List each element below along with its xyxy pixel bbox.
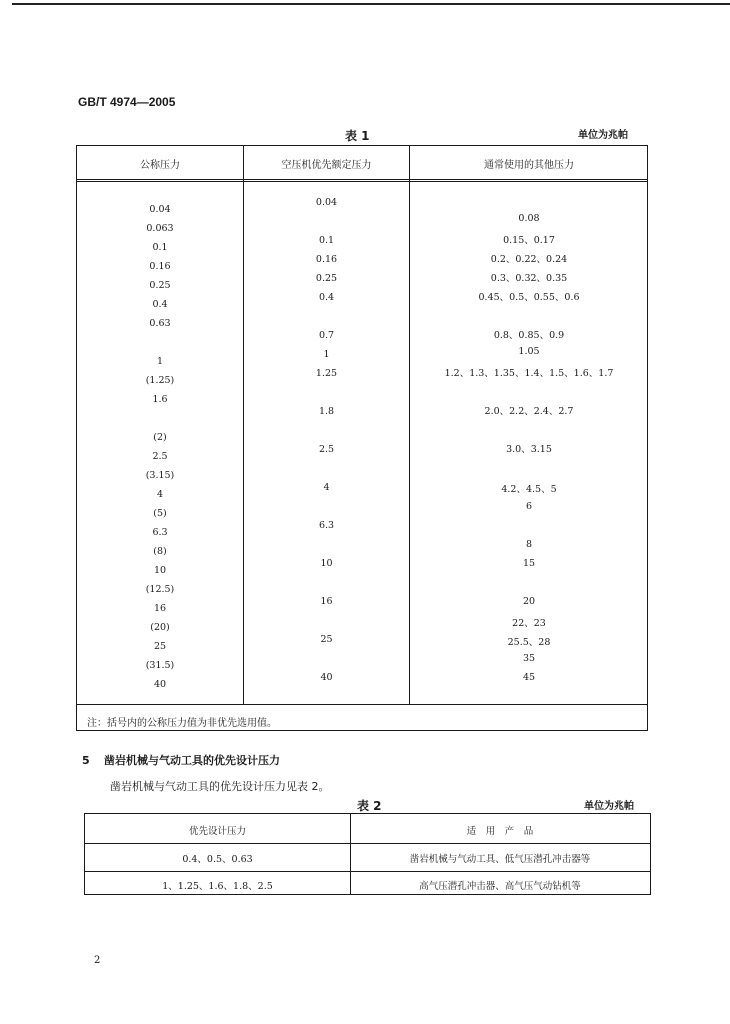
table1-cell-col2: 1.25 [315,368,338,379]
table1-cell-col1: 16 [153,603,167,614]
table1-cell-col1: (8) [153,546,167,557]
table1-cell-col1: (12.5) [145,584,175,595]
table1-cell-col3: 20 [522,596,536,607]
table1-cell-col1: 1 [156,356,164,367]
table2-header-pressure: 优先设计压力 [188,826,246,837]
table1-cell-col3: 25.5、28 [507,637,551,648]
table1-cell-col2: 6.3 [318,520,335,531]
table1-cell-col1: 0.16 [149,261,171,272]
table1-cell-col2: 0.25 [315,273,338,284]
table1-cell-col1: 1.6 [152,394,168,405]
table1-cell-col3: 1.05 [518,346,540,357]
table1-header-other: 通常使用的其他压力 [484,160,574,171]
table2-cell: 凿岩机械与气动工具、低气压潜孔冲击器等 [409,854,591,865]
table1-cell-col2: 10 [320,558,333,569]
table1-cell-col1: (2) [153,432,167,443]
top-rule [12,3,730,5]
table1-cell-col2: 1 [323,349,330,360]
table1-cell-col1: 2.5 [152,451,168,462]
table1-cell-col1: (20) [150,622,170,633]
table1-cell-col3: 45 [522,672,536,683]
table1-cell-col1: 6.3 [152,527,168,538]
table1-title: 表 1 [345,129,370,143]
table1-cell-col2: 0.1 [318,235,335,246]
section-number: 5 [82,754,90,767]
table1-cell-col1: (3.15) [145,470,175,481]
table1-cell-col3: 0.3、0.32、0.35 [490,273,568,284]
table2-cell: 0.4、0.5、0.63 [182,854,253,865]
table1 [76,145,648,731]
table2-header-products: 适 用 产 品 [466,826,534,837]
table1-cell-col2: 25 [320,634,333,645]
table1-cell-col3: 0.15、0.17 [503,235,555,246]
table1-cell-col3: 22、23 [512,618,546,629]
table2-cell: 高气压潜孔冲击器、高气压气动钻机等 [419,881,581,892]
table1-cell-col1: 0.04 [149,204,171,215]
table1-cell-col3: 8 [525,539,533,550]
table1-cell-col2: 4 [323,482,330,493]
table1-cell-col3: 35 [522,653,536,664]
table1-cell-col2: 1.8 [318,406,335,417]
table2-unit: 单位为兆帕 [584,801,634,812]
table1-header-rule [77,179,647,180]
table1-cell-col2: 0.16 [315,254,338,265]
table1-cell-col3: 1.2、1.3、1.35、1.4、1.5、1.6、1.7 [444,368,614,379]
table1-cell-col1: (1.25) [145,375,175,386]
table1-cell-col3: 4.2、4.5、5 [501,484,557,495]
table1-note-rule [77,704,647,705]
page-number: 2 [94,955,101,966]
table2-cell: 1、1.25、1.6、1.8、2.5 [162,881,273,892]
standard-code: GB/T 4974—2005 [78,95,176,109]
table1-cell-col3: 3.0、3.15 [506,444,552,455]
table1-col-divider [243,146,244,704]
table1-cell-col3: 0.45、0.5、0.55、0.6 [478,292,580,303]
table1-cell-col1: 40 [153,679,167,690]
table1-cell-col1: 0.25 [149,280,171,291]
table1-header-rule-double [77,181,647,182]
table1-cell-col1: (5) [153,508,167,519]
table1-cell-col2: 2.5 [318,444,335,455]
table1-cell-col1: 10 [153,565,167,576]
table1-header-nominal: 公称压力 [140,160,180,171]
table1-cell-col3: 0.2、0.22、0.24 [490,254,568,265]
table2-row-rule [85,871,650,872]
table1-cell-col2: 16 [320,596,333,607]
table1-cell-col1: 0.4 [152,299,168,310]
table1-unit: 单位为兆帕 [578,130,628,141]
table1-note: 注：括号内的公称压力值为非优先选用值。 [87,718,277,729]
section-paragraph: 凿岩机械与气动工具的优先设计压力见表 2。 [110,780,330,793]
table1-cell-col1: 4 [156,489,164,500]
table1-cell-col3: 15 [522,558,536,569]
table1-cell-col1: 0.063 [146,223,174,234]
table1-cell-col3: 2.0、2.2、2.4、2.7 [484,406,574,417]
table1-cell-col3: 0.08 [518,213,540,224]
section-heading [82,752,280,768]
table1-cell-col2: 0.7 [318,330,335,341]
table1-cell-col2: 0.04 [315,197,338,208]
table1-header-compressor: 空压机优先额定压力 [281,160,372,171]
table1-cell-col1: 0.1 [152,242,168,253]
table1-cell-col2: 40 [320,672,333,683]
section-title: 凿岩机械与气动工具的优先设计压力 [104,754,280,767]
table1-cell-col1: 25 [153,641,167,652]
table1-cell-col1: 0.63 [149,318,171,329]
table1-cell-col2: 0.4 [318,292,335,303]
table2-title: 表 2 [357,799,382,813]
table2 [84,813,651,895]
table1-cell-col3: 0.8、0.85、0.9 [493,330,565,341]
table1-cell-col3: 6 [525,501,533,512]
table2-row-rule [85,843,650,844]
table1-cell-col1: (31.5) [145,660,175,671]
